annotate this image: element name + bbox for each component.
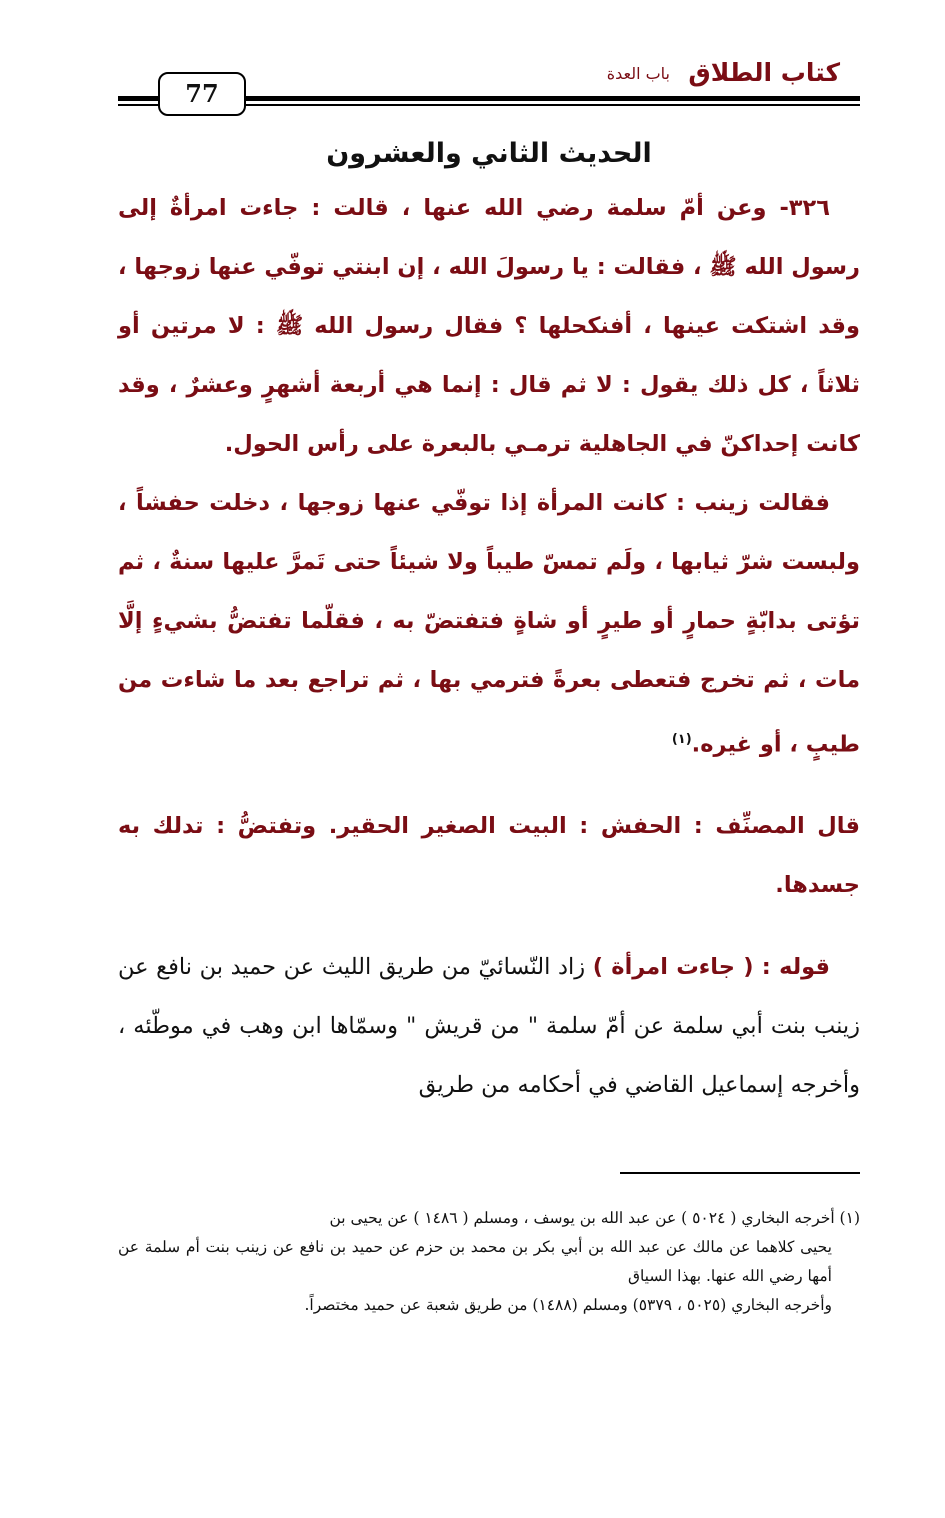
commentary-lead: قوله : ( جاءت امرأة ) <box>592 953 831 980</box>
hadith-text <box>118 179 860 775</box>
book-title: كتاب الطلاق <box>688 58 840 87</box>
footnote-separator <box>620 1172 860 1174</box>
hadith-paragraph-2-text: فقالت زينب : كانت المرأة إذا توفّي عنها زوجها ، دخلت حفشاً ، ولبست شرّ ثيابها ، ولَم تمسّ طيباً ولا شيئاً حتى تَمرَّ عليها سنةٌ ، ثم تؤتى بدابّةٍ حمارٍ أو طيرٍ أو شاةٍ فتفتضّ به ، فقلّما تفتضُّ بشيءٍ إلَّا مات ، ثم تخرج فتعطى بعرةً فترمي بها ، ثم تراجع بعد ما شاءت من طيبٍ ، أو غيره. <box>118 490 860 758</box>
footnotes <box>118 1204 860 1320</box>
footnote-reference[interactable]: (١) <box>671 732 692 747</box>
section-heading: الحديث الثاني والعشرون <box>326 138 652 169</box>
chapter-title: باب العدة <box>606 64 670 83</box>
author-note-text: قال المصنِّف : الحفش : البيت الصغير الحقير. وتفتضُّ : تدلك به جسدها. <box>118 813 860 898</box>
page-header <box>118 50 860 120</box>
commentary-paragraph <box>118 938 860 1115</box>
page-number: 77 <box>158 72 246 116</box>
page-content <box>118 130 860 1115</box>
footnote-line-1: (١) أخرجه البخاري ( ٥٠٢٤ ) عن عبد الله بن يوسف ، ومسلم ( ١٤٨٦ ) عن يحيى بن <box>329 1209 860 1227</box>
author-note <box>118 797 860 915</box>
commentary-text: زاد النّسائيّ من طريق الليث عن حميد بن نافع عن زينب بنت أبي سلمة عن أمّ سلمة " من قريش " وسمّاها ابن وهب في موطّئه ، وأخرجه إسماعيل القاضي في أحكامه من طريق <box>118 953 860 1098</box>
hadith-paragraph-2 <box>118 474 860 775</box>
footnote-line-2: يحيى كلاهما عن مالك عن عبد الله بن أبي بكر بن محمد بن حزم عن حميد بن نافع عن زينب بنت أم سلمة عن أمها رضي الله عنها. بهذا السياق <box>118 1238 832 1285</box>
footnote-line-3: وأخرجه البخاري (٥٠٢٥ ، ٥٣٧٩) ومسلم (١٤٨٨) من طريق شعبة عن حميد مختصراً. <box>304 1296 832 1314</box>
commentary <box>118 938 860 1115</box>
hadith-paragraph-1: ٣٢٦- وعن أمّ سلمة رضي الله عنها ، قالت : جاءت امرأةٌ إلى رسول الله ﷺ ، فقالت : يا رسولَ الله ، إن ابنتي توفّي عنها زوجها ، وقد اشتكت عينها ، أفنكحلها ؟ فقال رسول الله ﷺ : لا مرتين أو ثلاثاً ، كل ذلك يقول : لا ثم قال : إنما هي أربعة أشهرٍ وعشرٌ ، وقد كانت إحداكنّ في الجاهلية ترمـي بالبعرة على رأس الحول. <box>118 195 860 457</box>
